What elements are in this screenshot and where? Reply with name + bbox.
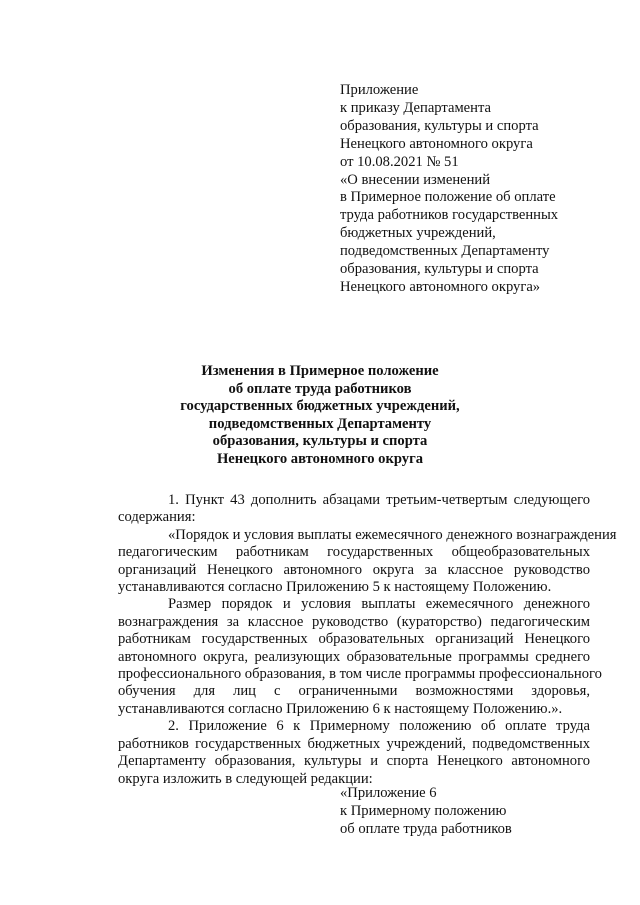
- paragraph-item-1: [118, 492, 590, 527]
- paragraph-quote-2: [118, 596, 602, 718]
- document-body: [118, 492, 617, 788]
- body-line: педагогическим работникам государственных общеобразовательных: [118, 544, 590, 561]
- title-line: подведомственных Департаменту: [208, 415, 432, 432]
- sub-appendix-line: «Приложение 6: [340, 785, 437, 801]
- appendix-line: Ненецкого автономного округа»: [340, 278, 541, 295]
- appendix-line: труда работников государственных: [340, 207, 559, 224]
- body-line: 1. Пункт 43 дополнить абзацами третьим-четвертым следующего: [168, 492, 590, 508]
- body-line: работникам государственных образовательных организаций Ненецкого: [118, 631, 590, 648]
- body-line: устанавливаются согласно Приложению 5 к настоящему Положению.: [118, 579, 552, 596]
- body-line: автономного округа, реализующих образовательные программы среднего: [118, 648, 590, 665]
- appendix-line: подведомственных Департаменту: [340, 243, 550, 260]
- body-line: Департаменту образования, культуры и спорта Ненецкого автономного: [118, 753, 590, 770]
- sub-appendix-line: к Примерному положению: [340, 802, 507, 819]
- appendix-header-block: [340, 82, 558, 297]
- appendix-order-date: от 10.08.2021 № 51: [340, 153, 459, 170]
- sub-appendix-line: об оплате труда работников: [340, 820, 512, 837]
- body-line: устанавливаются согласно Приложению 6 к настоящему Положению.».: [118, 700, 563, 717]
- body-line: содержания:: [118, 509, 196, 526]
- appendix-line: бюджетных учреждений,: [340, 225, 496, 242]
- paragraph-item-2: [118, 718, 590, 788]
- paragraph-quote-1: [118, 526, 617, 597]
- title-line: Ненецкого автономного округа: [216, 450, 424, 467]
- sub-appendix-header: [340, 785, 512, 839]
- body-line: профессионального образования, в том числе программы профессионального: [118, 666, 602, 683]
- body-line: 2. Приложение 6 к Примерному положению об оплате труда: [168, 718, 590, 735]
- body-line: Размер порядок и условия выплаты ежемесячного денежного: [168, 596, 590, 613]
- appendix-line: образования, культуры и спорта: [340, 261, 539, 278]
- body-line: обучения для лиц с ограниченными возможностями здоровья,: [118, 683, 590, 700]
- body-line: округа изложить в следующей редакции:: [118, 770, 373, 787]
- title-line: государственных бюджетных учреждений,: [180, 398, 460, 414]
- appendix-line: Приложение: [340, 82, 419, 98]
- title-line: образования, культуры и спорта: [212, 433, 428, 449]
- appendix-line: образования, культуры и спорта: [340, 117, 539, 134]
- appendix-line: Ненецкого автономного округа: [340, 135, 533, 152]
- body-line: работников государственных бюджетных учреждений, подведомственных: [118, 735, 590, 752]
- body-line: организаций Ненецкого автономного округа за классное руководство: [118, 561, 590, 578]
- document-title: [100, 363, 540, 468]
- body-line: «Порядок и условия выплаты ежемесячного денежного вознаграждения: [168, 526, 617, 543]
- appendix-line: «О внесении изменений: [340, 171, 491, 188]
- title-line: Изменения в Примерное положение: [201, 363, 439, 379]
- appendix-line: к приказу Департамента: [340, 99, 491, 116]
- appendix-line: в Примерное положение об оплате: [340, 189, 556, 206]
- title-line: об оплате труда работников: [228, 380, 412, 397]
- body-line: вознаграждения за классное руководство (кураторство) педагогическим: [118, 613, 590, 630]
